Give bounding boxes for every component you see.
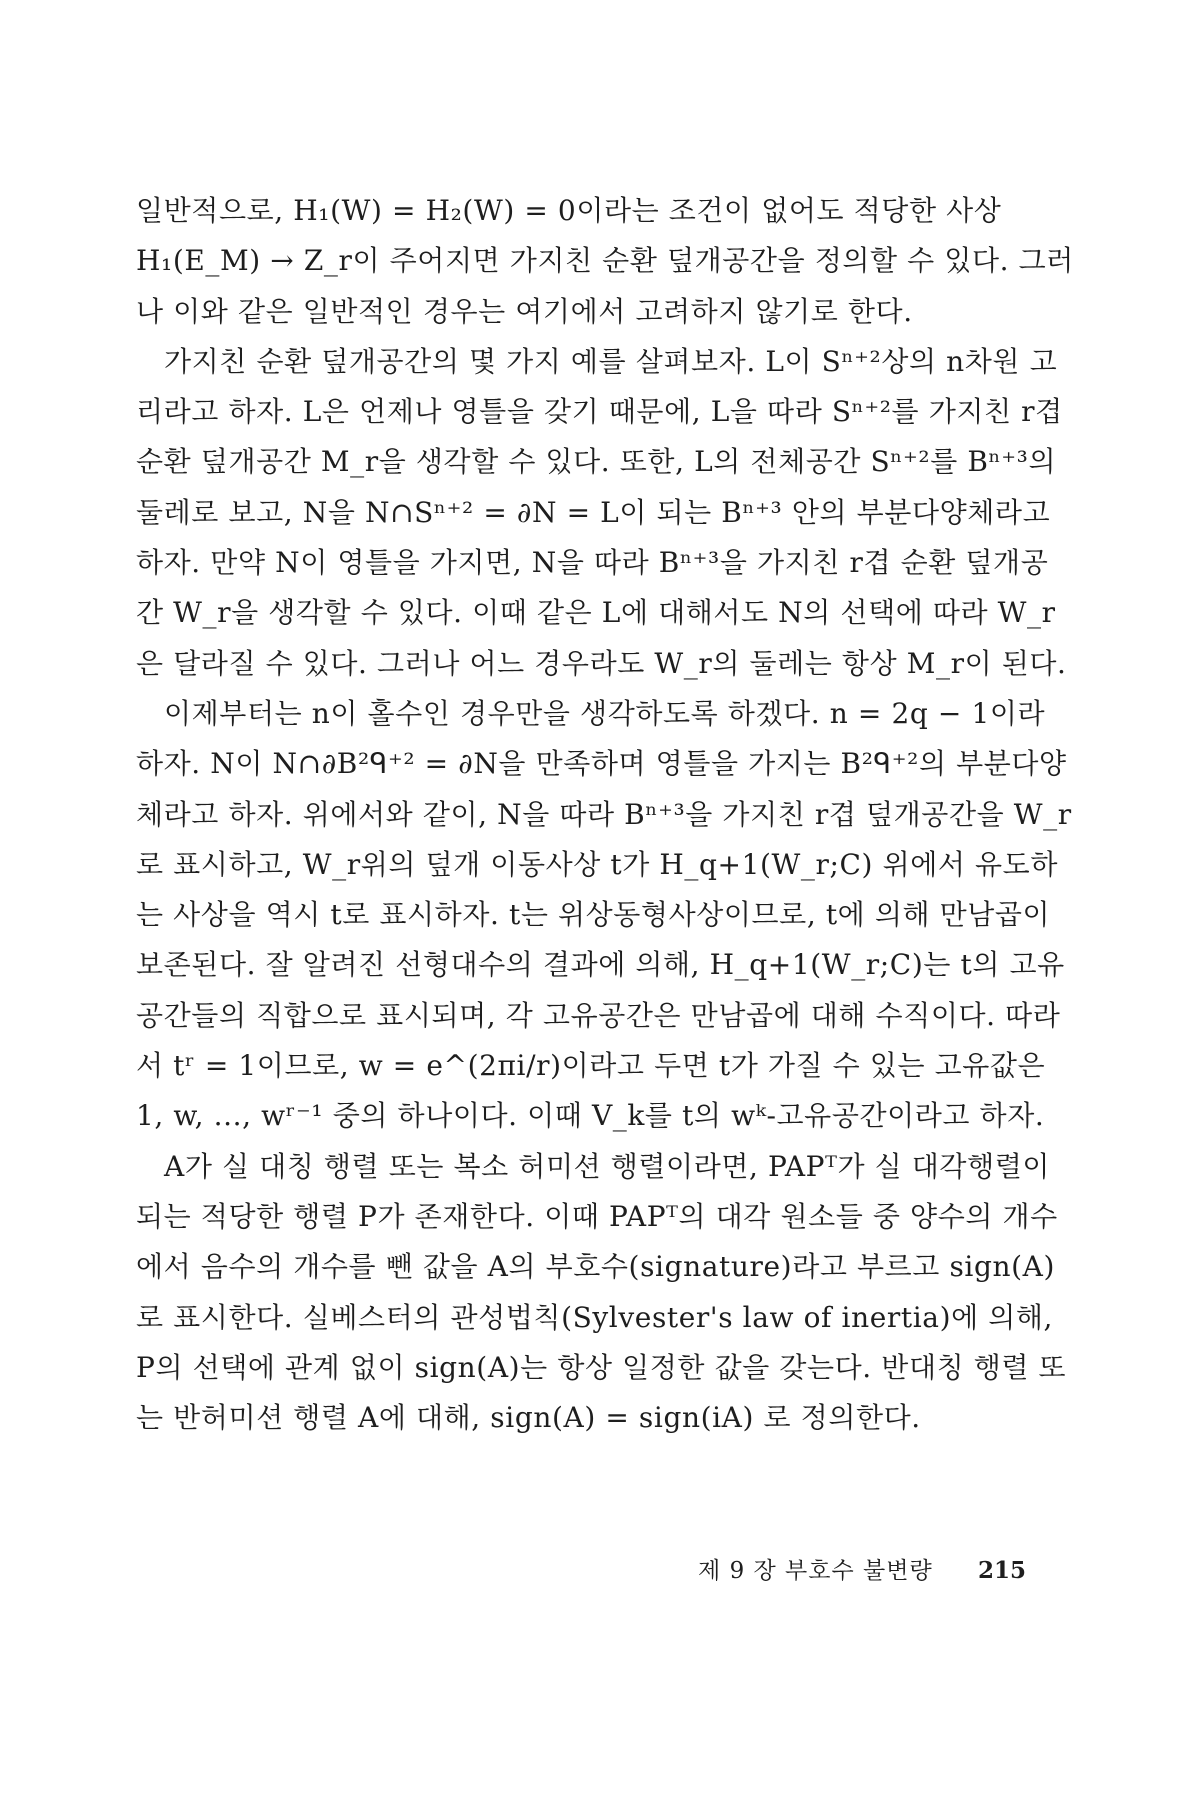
paragraph-3: 이제부터는 n이 홀수인 경우만을 생각하도록 하겠다. n = 2q − 1이라 하자. N이 N∩∂B²ᑫ⁺² = ∂N을 만족하며 영틀을 가지는 B²ᑫ⁺²의 부분다양체라고 하자. 위에서와 같이, N을 따라 Bⁿ⁺³을 가지친 r겹 덮개공간을 W_r로 표시하고, W_r위의 덮개 이동사상 t가 H_q+1(W_r;C) 위에서 유도하는 사상을 역시 t로 표시하자. t는 위상동형사상이므로, t에 의해 만남곱이 보존된다. 잘 알려진 선형대수의 결과에 의해, H_q+1(W_r;C)는 t의 고유공간들의 직합으로 표시되며, 각 고유공간은 만남곱에 대해 수직이다. 따라서 tʳ = 1이므로, w = e^(2πi/r)이라고 두면 t가 가질 수 있는 고유값은 1, w, ..., wʳ⁻¹ 중의 하나이다. 이때 V_k를 t의 wᵏ-고유공간이라고 하자. — [136, 696, 1072, 1133]
page-number: 215 — [977, 1557, 1026, 1584]
page-footer — [698, 1552, 1026, 1585]
chapter-title: 제 9 장 부호수 불변량 — [698, 1558, 933, 1584]
paragraph-1: 일반적으로, H₁(W) = H₂(W) = 0이라는 조건이 없어도 적당한 사상 H₁(E_M) → Z_r이 주어지면 가지친 순환 덮개공간을 정의할 수 있다. 그러나 이와 같은 일반적인 경우는 여기에서 고려하지 않기로 한다. — [136, 194, 1074, 328]
body-text — [136, 186, 1074, 1443]
paragraph-4: A가 실 대칭 행렬 또는 복소 허미션 행렬이라면, PAPᵀ가 실 대각행렬이 되는 적당한 행렬 P가 존재한다. 이때 PAPᵀ의 대각 원소들 중 양수의 개수에서 음수의 개수를 뺀 값을 A의 부호수(signature)라고 부르고 sign(A)로 표시한다. 실베스터의 관성법칙(Sylvester's law of inertia)에 의해, P의 선택에 관계 없이 sign(A)는 항상 일정한 값을 갖는다. 반대칭 행렬 또는 반허미션 행렬 A에 대해, sign(A) = sign(iA) 로 정의한다. — [136, 1149, 1067, 1435]
paragraph-2: 가지친 순환 덮개공간의 몇 가지 예를 살펴보자. L이 Sⁿ⁺²상의 n차원 고리라고 하자. L은 언제나 영틀을 갖기 때문에, L을 따라 Sⁿ⁺²를 가지친 r겹 순환 덮개공간 M_r을 생각할 수 있다. 또한, L의 전체공간 Sⁿ⁺²를 Bⁿ⁺³의 둘레로 보고, N을 N∩Sⁿ⁺² = ∂N = L이 되는 Bⁿ⁺³ 안의 부분다양체라고 하자. 만약 N이 영틀을 가지면, N을 따라 Bⁿ⁺³을 가지친 r겹 순환 덮개공간 W_r을 생각할 수 있다. 이때 같은 L에 대해서도 N의 선택에 따라 W_r은 달라질 수 있다. 그러나 어느 경우라도 W_r의 둘레는 항상 M_r이 된다. — [136, 344, 1067, 680]
